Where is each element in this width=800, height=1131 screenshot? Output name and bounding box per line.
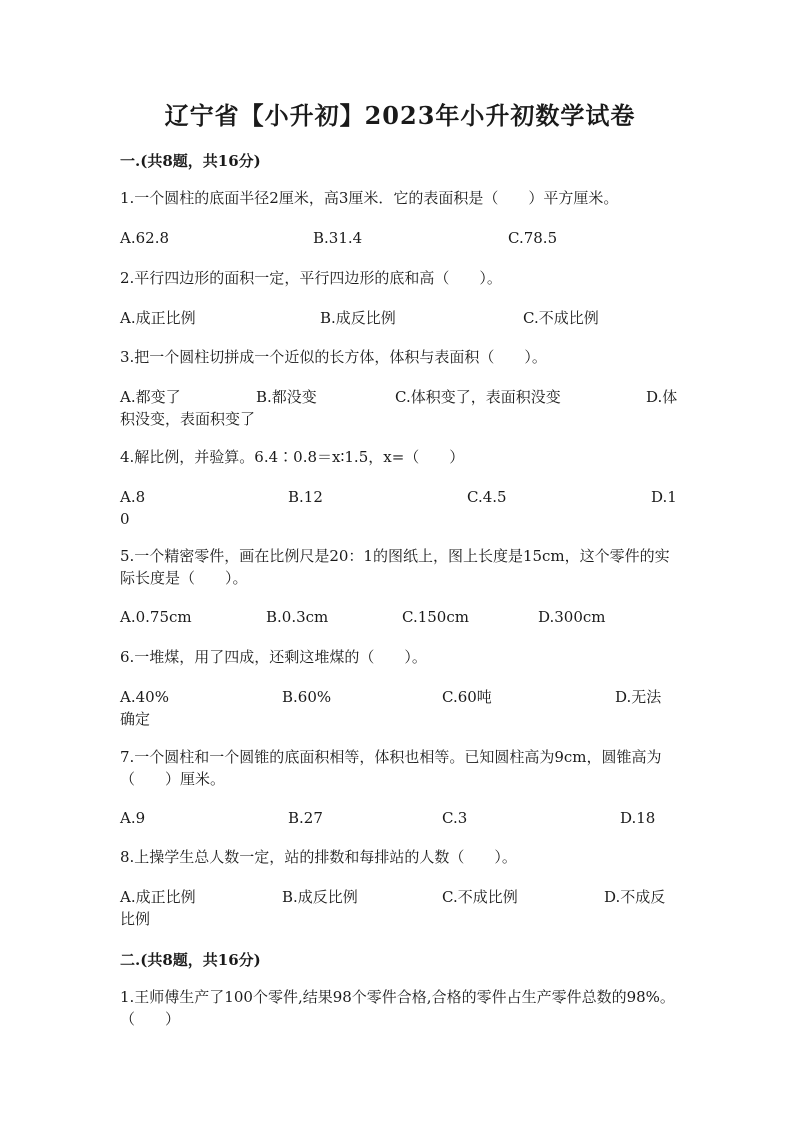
question-1-options <box>120 227 680 249</box>
question-6-text: 6.一堆煤，用了四成，还剩这堆煤的（ ）。 <box>120 648 427 666</box>
question-7-text: 7.一个圆柱和一个圆锥的底面积相等，体积也相等。已知圆柱高为9cm，圆锥高为（ ）厘米。 <box>120 748 662 788</box>
question-2-option-c[interactable]: C.不成比例 <box>523 309 599 327</box>
question-3-option-d-continued: 积没变，表面积变了 <box>120 410 256 428</box>
question-5-option-a[interactable]: A.0.75cm <box>120 608 192 626</box>
question-7-option-d[interactable]: D.18 <box>620 809 656 827</box>
question-3-text: 3.把一个圆柱切拼成一个近似的长方体，体积与表面积（ ）。 <box>120 348 547 366</box>
question-2-option-b[interactable]: B.成反比例 <box>320 309 396 327</box>
question-4-option-d-continued: 0 <box>120 510 130 528</box>
question-5-option-c[interactable]: C.150cm <box>402 608 469 626</box>
question-3-option-d[interactable]: D.体 <box>646 388 678 406</box>
question-3-options <box>120 386 680 408</box>
question-3-option-c[interactable]: C.体积变了，表面积没变 <box>395 388 561 406</box>
question-4-options <box>120 486 680 508</box>
question-1-option-a[interactable]: A.62.8 <box>120 229 169 247</box>
question-7-options <box>120 807 680 829</box>
question-6-options <box>120 686 680 708</box>
question-3-option-a[interactable]: A.都变了 <box>120 388 181 406</box>
question-5-options <box>120 606 680 628</box>
question-4-option-a[interactable]: A.8 <box>120 488 146 506</box>
question-6-option-c[interactable]: C.60吨 <box>442 688 492 706</box>
section-heading-1: 一.(共8题，共16分) <box>120 152 261 170</box>
question-4-option-c[interactable]: C.4.5 <box>467 488 507 506</box>
question-8-option-c[interactable]: C.不成比例 <box>442 888 518 906</box>
question-1-text: 1.一个圆柱的底面半径2厘米，高3厘米．它的表面积是（ ）平方厘米。 <box>120 189 619 207</box>
question-5-option-b[interactable]: B.0.3cm <box>266 608 329 626</box>
question-5-option-d[interactable]: D.300cm <box>538 608 606 626</box>
section-heading-2: 二.(共8题，共16分) <box>120 951 261 969</box>
question-2-text: 2.平行四边形的面积一定，平行四边形的底和高（ ）。 <box>120 269 502 287</box>
question-2-options <box>120 307 680 329</box>
question-7-option-a[interactable]: A.9 <box>120 809 146 827</box>
question-4-option-b[interactable]: B.12 <box>288 488 323 506</box>
question-6-option-a[interactable]: A.40% <box>120 688 169 706</box>
question-8-option-a[interactable]: A.成正比例 <box>120 888 196 906</box>
question-6-option-d-continued: 确定 <box>120 710 151 728</box>
question-5-text: 5.一个精密零件，画在比例尺是20：1的图纸上，图上长度是15cm，这个零件的实际长度是（ ）。 <box>120 547 670 587</box>
question-4-option-d[interactable]: D.1 <box>651 488 677 506</box>
question-3-option-b[interactable]: B.都没变 <box>256 388 317 406</box>
question-8-text: 8.上操学生总人数一定，站的排数和每排站的人数（ ）。 <box>120 848 517 866</box>
section-2-question-1-text: 1.王师傅生产了100个零件,结果98个零件合格,合格的零件占生产零件总数的98%。（ ） <box>120 988 675 1028</box>
question-1-option-b[interactable]: B.31.4 <box>313 229 363 247</box>
question-1-option-c[interactable]: C.78.5 <box>508 229 558 247</box>
question-8-options <box>120 886 680 908</box>
question-8-option-d-continued: 比例 <box>120 910 151 928</box>
question-7-option-b[interactable]: B.27 <box>288 809 323 827</box>
question-2-option-a[interactable]: A.成正比例 <box>120 309 196 327</box>
question-6-option-d[interactable]: D.无法 <box>615 688 662 706</box>
question-6-option-b[interactable]: B.60% <box>282 688 332 706</box>
question-8-option-d[interactable]: D.不成反 <box>604 888 666 906</box>
question-7-option-c[interactable]: C.3 <box>442 809 468 827</box>
question-8-option-b[interactable]: B.成反比例 <box>282 888 358 906</box>
page-title: 辽宁省【小升初】2023年小升初数学试卷 <box>164 101 636 130</box>
question-4-text: 4.解比例，并验算。6.4∶0.8＝x∶1.5，x=（ ） <box>120 448 465 466</box>
